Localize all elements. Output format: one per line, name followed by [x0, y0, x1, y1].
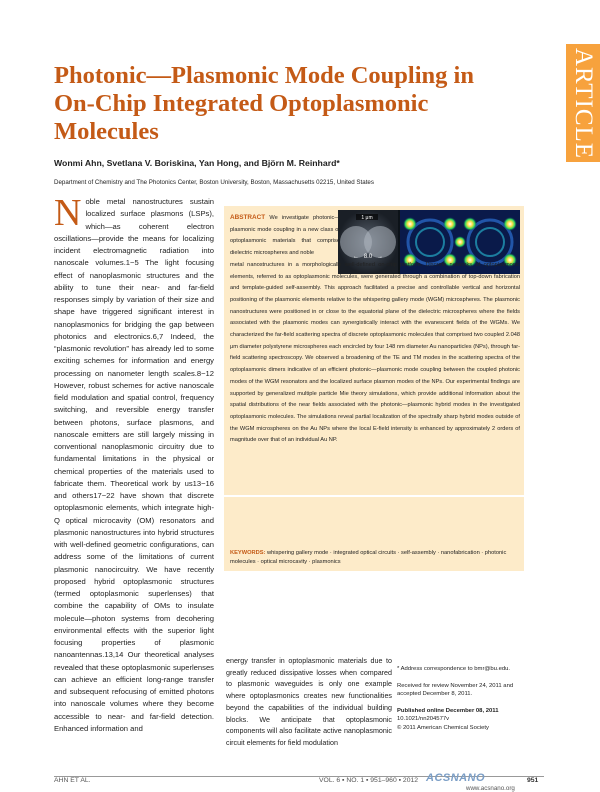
author-list: Wonmi Ahn, Svetlana V. Boriskina, Yan Hong, and Björn M. Reinhard*: [54, 158, 340, 168]
arrow-right-icon: →: [377, 254, 383, 260]
article-notes: [397, 665, 537, 733]
copyright: © 2011 American Chemical Society: [397, 724, 489, 731]
abstract-text-block: [230, 212, 520, 447]
footer-website[interactable]: www.acsnano.org: [466, 785, 515, 792]
footer-volume: VOL. 6 ▪ NO. 1 ▪ 951–960 ▪ 2012: [319, 777, 419, 784]
page-number: 951: [527, 777, 539, 784]
gap-label: 8.0: [363, 254, 373, 260]
keywords-label: KEYWORDS:: [230, 550, 266, 556]
journal-logo: ACSNANO: [426, 772, 486, 784]
abstract-label: ABSTRACT: [230, 214, 266, 221]
abstract-body: metal nanostructures in a morphologically well-defined on-chip platform. Discrete networks of optoplasmonic elements, referred to as optoplasmonic molecules, were generated through a combination of top-down fabrication and template-guided self-assembly. This approach facilitated a precise and controllable vertical and horizontal positioning of the plasmonic elements relative to the whispering gallery mode (WGM) microspheres. The plasmonic nanostructures were positioned in or close to the equatorial plane of the dielectric microspheres where the fields associated with the plasmonic modes can synergistically interact with the evanescent fields of the WGMs. We characterized the far-field scattering spectra of discrete optoplasmonic molecules that comprised two coupled 2.048 μm diameter polystyrene microspheres each encircled by four 148 nm diameter Au nanoparticles (NPs), through far-field scattering spectroscopy. We observed a broadening of the TE and TM modes in the scattering spectra of the optoplasmonic dimers indicative of an efficient photonic—plasmonic mode coupling between the coupled photonic modes of the WGM resonators and the localized surface plasmon modes of the NPs. Our experimental findings are supported by generalized multiple particle Mie theory simulations, which provide additional information about the spatial distributions of the near fields associated with the photonic—plasmonic hybrid modes in the investigated optoplasmonic molecules. The simulations reveal partial localization of the spectrally sharp hybrid modes outside of the WGM microspheres on the Au NPs where the local E-field intensity is enhanced by approximately 2 orders of magnitude over that of an individual Au NP.: [230, 261, 520, 444]
arrow-left-icon: ←: [353, 254, 359, 260]
article-title: Photonic—Plasmonic Mode Coupling in On-Chip Integrated Optoplasmonic Molecules: [54, 62, 474, 145]
published-note: [397, 707, 537, 733]
abstract-lead: [230, 212, 340, 260]
keywords-block: [230, 549, 520, 566]
published-date: Published online December 08, 2011: [397, 707, 499, 714]
dropcap: N: [54, 192, 82, 234]
abstract-lead-text: We investigate photonic—plasmonic mode coupling in a new class of optoplasmonic materials that comprise dielectric microspheres and noble: [230, 215, 340, 257]
intro-column: [54, 192, 214, 735]
footer-author: AHN ET AL.: [54, 777, 91, 784]
intro-text: oble metal nanostructures sustain localized surface plasmons (LSPs), which—as coherent electron oscillations—provide the means for localizing incident electromagnetic radiation into nanoscale volumes.1−5 The light focusing effect of nanoplasmonic structures and the ability to tune their near- and far-field responses simply by variation of their size and shape have triggered significant interest in nanoplasmonics for bridging the gap between photonics and electronics.6,7 Indeed, the “plasmonic revolution” has already led to some exciting schemes for information and energy processing on nanometer length scales.8−12 However, robust schemes for active nanoscale field modulation and spatial control, frequency switching, and reversible energy transfer between photons, surface plasmons, and nanoscale emitters are still largely missing in conventional nanoplasmonic circuitry due to fundamental limitations in the physical or chemical properties of the materials used to fabricate them. Theoretical work by us13−16 and others17−22 have shown that discrete optoplasmonic elements, which integrate high-Q optical microcavity (OM) resonators and plasmonic nanostructures into hybrid structures with well-defined geometric configurations, can address some of the limitations of current plasmonic nanocircuitry. We have recently proposed hybrid optoplasmonic structures (termed optoplasmonic superlenses) that combine the capability of OMs to insulate molecule—photon systems from decohering environmental effects with the superior light focusing properties of plasmonic nanoantennas.13,14 Our theoretical analyses revealed that these optoplasmonic superlenses can achieve an efficient long-range transfer and subsequent refocusing of emitted photons into nanoscale volumes where they become accessible to near- and far-field detection. Enhanced information and: [54, 197, 214, 733]
body-column-2: energy transfer in optoplasmonic materials due to greatly reduced dissipative losses when compared to plasmonic waveguides is only one example where optoplasmonics creates new functionalities beyond the capabilities of the individual building blocks. We anticipate that optoplasmonic components will also facilitate active nanoplasmonic circuit elements for field modulation: [226, 657, 392, 747]
received-note: Received for review November 24, 2011 and accepted December 8, 2011.: [397, 682, 514, 698]
doi-link[interactable]: 10.1021/nn204577v: [397, 716, 450, 723]
keywords-list: whispering gallery mode · integrated optical circuits · self-assembly · nanofabrication · photonic molecules · optical microcavity · plasmonics: [230, 550, 507, 565]
scale-bar-label: 1 μm: [361, 215, 373, 221]
affiliation: Department of Chemistry and The Photonics Center, Boston University, Boston, Massachusetts 02215, United States: [54, 179, 374, 186]
section-tab-label: ARTICLE: [570, 48, 597, 160]
correspondence-note: * Address correspondence to bmr@bu.edu.: [397, 666, 511, 672]
